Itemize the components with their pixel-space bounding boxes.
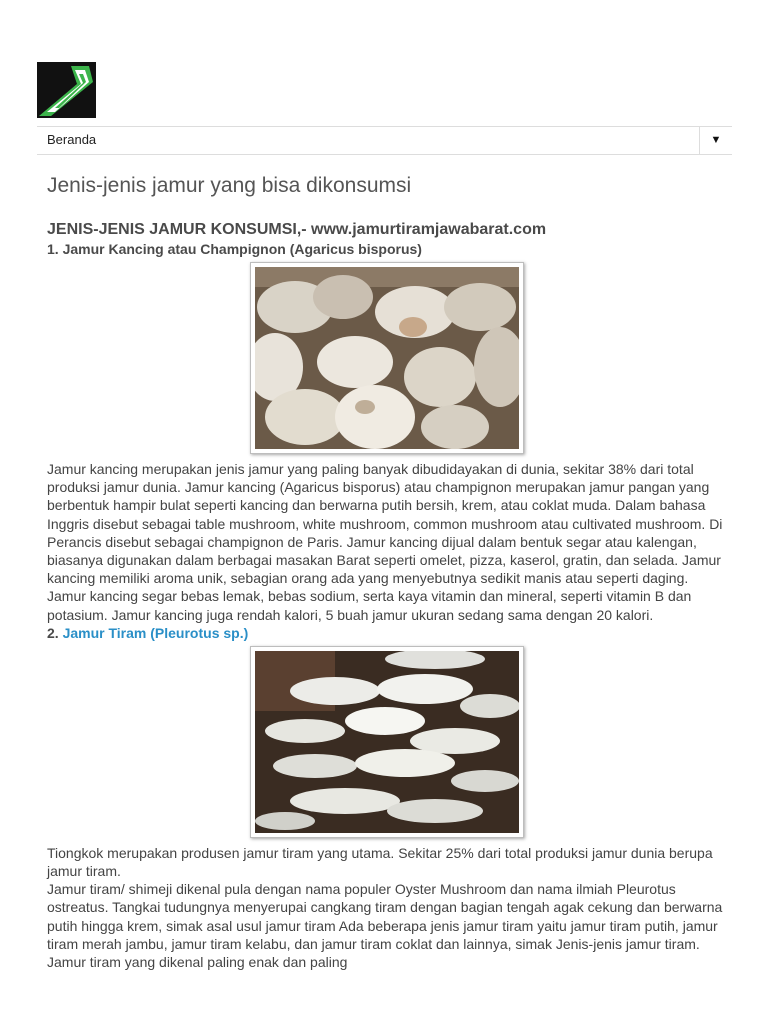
logo-chevron-icon [37, 62, 96, 118]
item-paragraph: Tiongkok merupakan produsen jamur tiram yang utama. Sekitar 25% dari total produksi jamur dunia berupa jamur tiram. [47, 844, 713, 880]
nav-home-link[interactable]: Beranda [47, 132, 97, 147]
nav-dropdown-toggle[interactable] [699, 127, 732, 154]
item-number: 2. [47, 624, 59, 641]
item-heading [47, 624, 727, 642]
oyster-mushroom-image[interactable] [250, 646, 524, 838]
button-mushroom-image[interactable] [250, 262, 524, 454]
item-paragraph: Jamur tiram/ shimeji dikenal pula dengan nama populer Oyster Mushroom dan nama ilmiah Pleurotus ostreatus. Tangkai tudungnya menyerupai cangkang tiram dengan bagian tengah agak cekung dan berwarna putih hingga krem, simak asal usul jamur tiram Ada beberapa jenis jamur tiram yaitu jamur tiram putih, jamur tiram merah jambu, jamur tiram kelabu, dan jamur tiram coklat dan lainnya, simak Jenis-jenis jamur tiram. Jamur tiram yang dikenal paling enak dan paling [47, 881, 723, 971]
caret-down-icon: ▼ [710, 134, 722, 146]
nav-bar [37, 126, 732, 155]
button-mushroom-photo-icon [255, 267, 519, 449]
item-heading: 1. Jamur Kancing atau Champignon (Agaricus bisporus) [47, 241, 422, 257]
oyster-mushroom-photo-icon [255, 651, 519, 833]
item-paragraph: Jamur kancing merupakan jenis jamur yang paling banyak dibudidayakan di dunia, sekitar 38% dari total produksi jamur dunia. Jamur kancing (Agaricus bisporus) atau champignon merupakan jamur pangan yang berbentuk hampir bulat seperti kancing dan berwarna putih bersih, krem, atau coklat muda. Dalam bahasa Inggris disebut sebagai table mushroom, white mushroom, common mushroom atau cultivated mushroom. Di Perancis disebut sebagai champignon de Paris. Jamur kancing dijual dalam bentuk segar atau kalengan, biasanya digunakan dalam berbagai masakan Barat seperti omelet, pizza, kaserol, gratin, dan selada. Jamur kancing memiliki aroma unik, sebagian orang ada yang menyebutnya sedikit manis atau seperti daging. Jamur kancing segar bebas lemak, bebas sodium, serta kaya vitamin dan mineral, seperti vitamin B dan potasium. Jamur kancing juga rendah kalori, 5 buah jamur ukuran sedang sama dengan 20 kalori. [47, 461, 723, 623]
post-content [47, 172, 727, 971]
post-heading: JENIS-JENIS JAMUR KONSUMSI,- www.jamurtiramjawabarat.com [47, 221, 547, 238]
site-logo[interactable] [37, 62, 96, 118]
oyster-mushroom-link[interactable]: Jamur Tiram (Pleurotus sp.) [62, 624, 249, 641]
post-title: Jenis-jenis jamur yang bisa dikonsumsi [47, 174, 412, 197]
